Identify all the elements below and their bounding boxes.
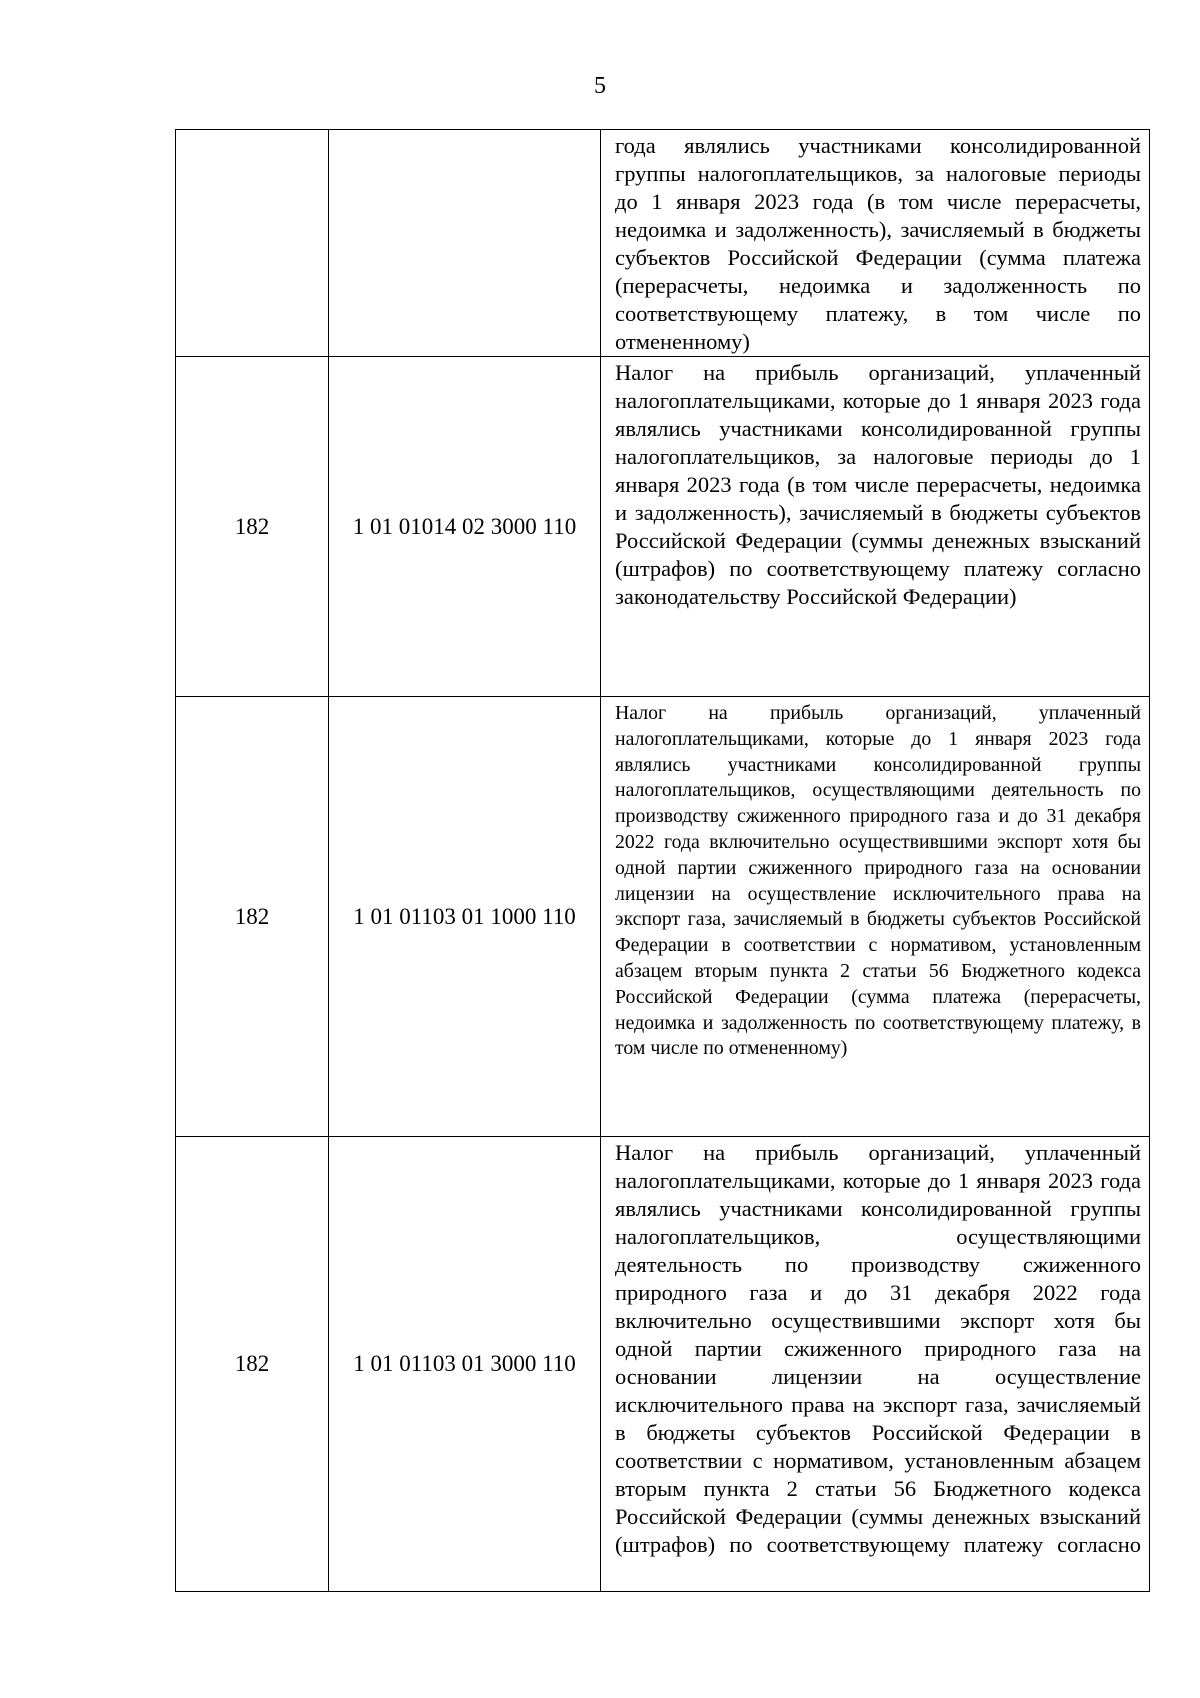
- description-text: Налог на прибыль организаций, уплаченный налогоплательщиками, которые до 1 января 2023 года являлись участниками консолидированной группы налогоплательщиков, осуществляющими деятельность по производству сжиженного природного газа и до 31 декабря 2022 года включительно осуществившими экспорт хотя бы одной партии сжиженного природного газа на основании лицензии на осуществление исключительного права на экспорт газа, зачисляемый в бюджеты субъектов Российской Федерации в соответствии с нормативом, установленным абзацем вторым пункта 2 статьи 56 Бюджетного кодекса Российской Федерации (суммы денежных взысканий (штрафов) по соответствующему платежу согласно: [615, 1140, 1141, 1557]
- page-number: 5: [594, 73, 606, 99]
- description-cell: [601, 697, 1150, 1137]
- budget-codes-table: [175, 129, 1150, 1592]
- admin-code-cell: [176, 130, 329, 357]
- table-row: [176, 1137, 1150, 1592]
- admin-code-cell: 182: [176, 357, 329, 697]
- description-cell: [601, 1137, 1150, 1592]
- kbk-code-cell: [329, 130, 601, 357]
- kbk-code-cell: 1 01 01014 02 3000 110: [329, 357, 601, 697]
- table-row: [176, 697, 1150, 1137]
- admin-code-cell: 182: [176, 697, 329, 1137]
- description-cell: [601, 357, 1150, 697]
- table-row: [176, 130, 1150, 357]
- kbk-code-cell: 1 01 01103 01 1000 110: [329, 697, 601, 1137]
- kbk-code-cell: 1 01 01103 01 3000 110: [329, 1137, 601, 1592]
- description-cell: [601, 130, 1150, 357]
- description-text: Налог на прибыль организаций, уплаченный налогоплательщиками, которые до 1 января 2023 года являлись участниками консолидированной группы налогоплательщиков, за налоговые периоды до 1 января 2023 года (в том числе перерасчеты, недоимка и задолженность), зачисляемый в бюджеты субъектов Российской Федерации (суммы денежных взысканий (штрафов) по соответствующему платежу согласно законодательству Российской Федерации): [615, 360, 1141, 609]
- admin-code-cell: 182: [176, 1137, 329, 1592]
- table-row: [176, 357, 1150, 697]
- description-text: года являлись участниками консолидированной группы налогоплательщиков, за налоговые периоды до 1 января 2023 года (в том числе перерасчеты, недоимка и задолженность), зачисляемый в бюджеты субъектов Российской Федерации (сумма платежа (перерасчеты, недоимка и задолженность по соответствующему платежу, в том числе по отмененному): [615, 133, 1141, 354]
- description-text: Налог на прибыль организаций, уплаченный налогоплательщиками, которые до 1 января 2023 года являлись участниками консолидированной группы налогоплательщиков, осуществляющими деятельность по производству сжиженного природного газа и до 31 декабря 2022 года включительно осуществившими экспорт хотя бы одной партии сжиженного природного газа на основании лицензии на осуществление исключительного права на экспорт газа, зачисляемый в бюджеты субъектов Российской Федерации в соответствии с нормативом, установленным абзацем вторым пункта 2 статьи 56 Бюджетного кодекса Российской Федерации (сумма платежа (перерасчеты, недоимка и задолженность по соответствующему платежу, в том числе по отмененному): [615, 702, 1141, 1060]
